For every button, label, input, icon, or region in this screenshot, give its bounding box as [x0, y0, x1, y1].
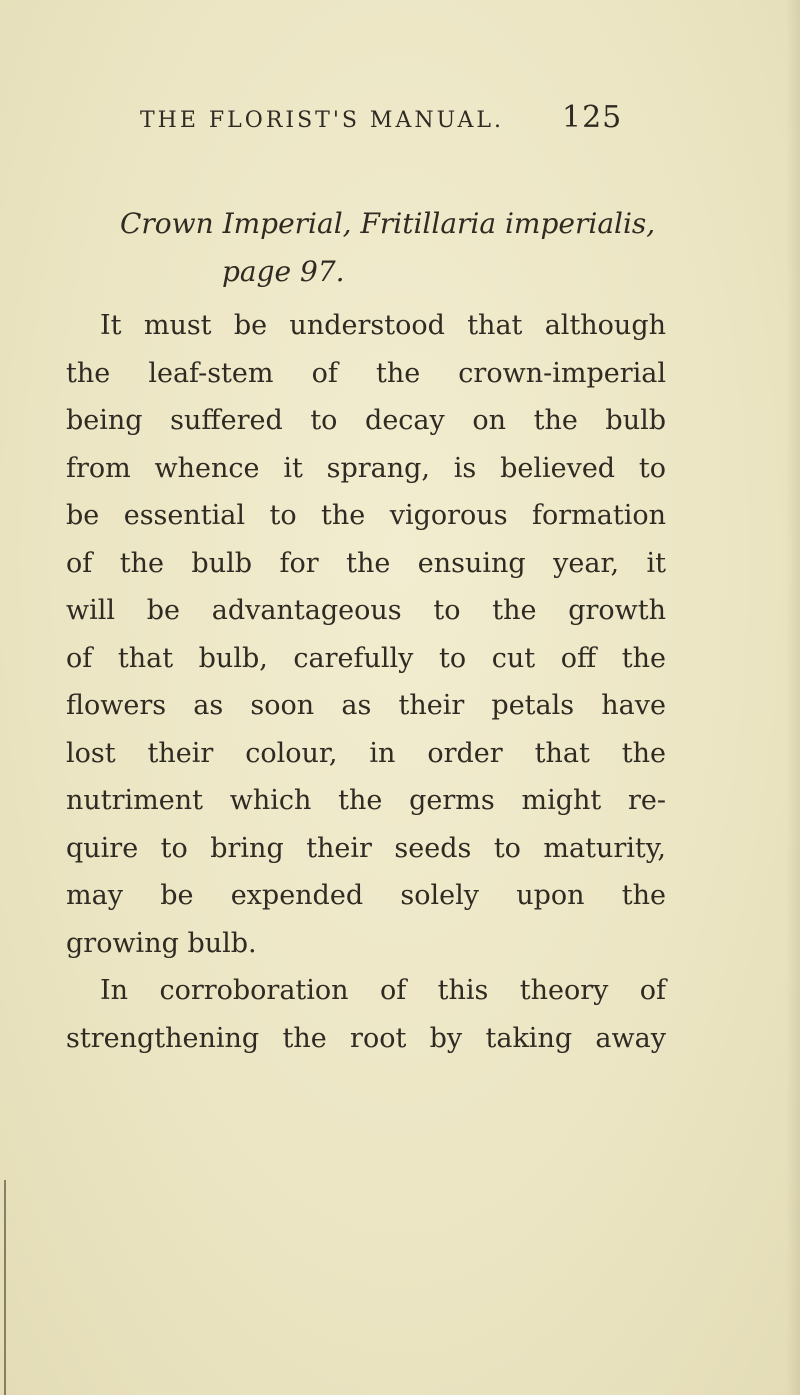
paragraph-1-line: from whence it sprang, is believed to [66, 452, 666, 484]
paragraph-1-line: lost their colour, in order that the [66, 737, 666, 769]
binding-edge [4, 1180, 6, 1395]
paragraph-1-line: may be expended solely upon the [66, 880, 666, 911]
running-head-title: THE FLORIST'S MANUAL. [140, 108, 504, 133]
paragraph-1-line: being suffered to decay on the bulb [66, 405, 666, 436]
paragraph-1-line: nutriment which the germs might re- [66, 785, 666, 816]
paragraph-1-line: flowers as soon as their petals have [66, 690, 666, 721]
paragraph-1-line: will be advantageous to the growth [66, 595, 666, 626]
plate-caption [120, 200, 680, 296]
paragraph-1-line: the leaf-stem of the crown-imperial [66, 357, 666, 389]
paragraph-2-line: strengthening the root by taking away [66, 1022, 666, 1054]
paragraph-1-line: be essential to the vigorous formation [66, 500, 666, 531]
paragraph-2-line: In corroboration of this theory of [100, 975, 666, 1006]
caption-line-2: page 97. [222, 255, 345, 288]
page-edge-shadow [786, 0, 800, 1395]
page-number: 125 [562, 100, 623, 135]
paragraph-1-line: It must be understood that although [100, 310, 666, 341]
body-text [66, 302, 666, 1062]
paragraph-1-line: growing bulb. [66, 927, 257, 959]
paragraph-1-line: of the bulb for the ensuing year, it [66, 547, 666, 579]
caption-line-1: Crown Imperial, Fritillaria imperialis, [120, 207, 656, 240]
paragraph-1-line: of that bulb, carefully to cut off the [66, 642, 666, 674]
paragraph-1-line: quire to bring their seeds to maturity, [66, 832, 666, 864]
